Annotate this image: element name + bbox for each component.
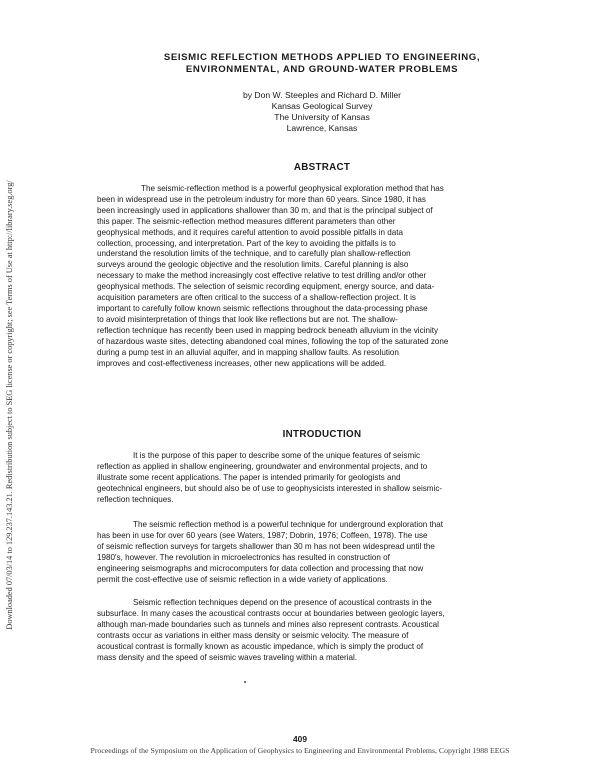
affiliation: The University of Kansas <box>274 112 370 122</box>
text-line: important to carefully follow known seismic reflections throughout the data-processing phase <box>97 303 428 313</box>
text-line: this paper. The seismic-reflection method measures different parameters than other <box>97 216 396 226</box>
abstract-body <box>97 184 549 369</box>
text-line: geotechnical engineers, but should also be of use to geophysicists interested in shallow seismic- <box>97 483 443 493</box>
author-block <box>120 90 524 134</box>
text-line: surveys around the geologic objective and the resolution limits. Careful planning is also <box>97 260 409 270</box>
text-line: been increasingly used in applications shallower than 30 m, and that is the principal subject of <box>97 205 433 215</box>
download-notice: Downloaded 07/03/14 to 129.237.143.21. Redistribution subject to SEG license or copyright; see Terms of Use at http://library.seg.org/ <box>5 180 14 630</box>
text-line: improves and cost-effectiveness increases, other new applications will be added. <box>97 358 387 368</box>
introduction-heading: INTRODUCTION <box>282 429 362 440</box>
text-line: acoustical contrast is formally known as acoustic impedance, which is simply the product of <box>97 641 424 651</box>
abstract-heading: ABSTRACT <box>293 162 351 173</box>
text-line: Seismic reflection techniques depend on the presence of acoustical contrasts in the <box>133 598 432 607</box>
title-line: ENVIRONMENTAL, AND GROUND-WATER PROBLEMS <box>185 64 459 75</box>
text-line: reflection technique has recently been used in mapping bedrock beneath alluvium in the vicinity <box>97 325 439 335</box>
text-line: understand the resolution limits of the technique, and to carefully plan shallow-reflection <box>97 249 411 259</box>
proceedings-footer: Proceedings of the Symposium on the Application of Geophysics to Engineering and Environmental Problems, Copyright 1988 EEGS <box>90 746 510 755</box>
text-line: The seismic-reflection method is a powerful geophysical exploration method that has <box>141 184 444 193</box>
text-line: during a pump test in an alluvial aquifer, and in mapping shallow faults. As resolution <box>97 347 399 357</box>
text-line: collection, processing, and interpretation. Part of the key to avoiding the pitfalls is to <box>97 238 396 248</box>
text-line: reflection techniques. <box>97 494 174 504</box>
intro-paragraph-1 <box>97 451 549 506</box>
text-line: illustrate some recent applications. The paper is intended primarily for geologists and <box>97 472 401 482</box>
text-line: necessary to make the method increasingly cost effective relative to test drilling and/or other <box>97 271 427 281</box>
text-line: been in widespread use in the petroleum industry for more than 60 years. Since 1980, it has <box>97 194 426 204</box>
text-line: of seismic reflection surveys for targets shallower than 30 m has not been widespread until the <box>97 541 435 551</box>
text-line: It is the purpose of this paper to describe some of the unique features of seismic <box>133 451 421 460</box>
page-number: 409 <box>293 734 307 744</box>
text-line: contrasts occur as variations in either mass density or seismic velocity. The measure of <box>97 630 409 640</box>
text-line: engineering seismographs and microcomputers for data collection and processing that now <box>97 563 424 573</box>
author-names: by Don W. Steeples and Richard D. Miller <box>242 90 402 100</box>
text-line: reflection as applied in shallow engineering, groundwater and environmental projects, and to <box>97 461 428 471</box>
text-line: although man-made boundaries such as tunnels and mines also represent contrasts. Acoustical <box>97 619 439 629</box>
location: Lawrence, Kansas <box>286 123 358 133</box>
intro-paragraph-2 <box>97 520 549 585</box>
scan-speck <box>244 681 246 683</box>
text-line: mass density and the speed of seismic waves traveling within a material. <box>97 652 358 662</box>
text-line: geophysical methods, and it requires careful attention to avoid possible pitfalls in data <box>97 227 403 237</box>
intro-paragraph-3 <box>97 598 549 663</box>
text-line: The seismic reflection method is a powerful technique for underground exploration that <box>133 520 443 529</box>
text-line: to avoid misinterpretation of things that look like reflections but are not. The shallow- <box>97 314 398 324</box>
text-line: has been in use for over 60 years (see Waters, 1987; Dobrin, 1976; Coffeen, 1978). The use <box>97 530 428 540</box>
text-line: geophysical methods. The selection of seismic recording equipment, energy source, and data- <box>97 282 435 292</box>
paper-title <box>100 52 544 76</box>
title-line: SEISMIC REFLECTION METHODS APPLIED TO ENGINEERING, <box>163 52 481 63</box>
text-line: acquisition parameters are often critical to the success of a shallow-reflection project. It is <box>97 293 416 303</box>
text-line: subsurface. In many cases the acoustical contrasts occur at boundaries between geologic layers, <box>97 608 445 618</box>
affiliation: Kansas Geological Survey <box>271 101 373 111</box>
text-line: of hazardous waste sites, detecting abandoned coal mines, following the top of the saturated zone <box>97 336 449 346</box>
text-line: 1980's, however. The revolution in microelectronics has resulted in construction of <box>97 552 390 562</box>
text-line: permit the cost-effective use of seismic reflection in a wide variety of applications. <box>97 574 388 584</box>
